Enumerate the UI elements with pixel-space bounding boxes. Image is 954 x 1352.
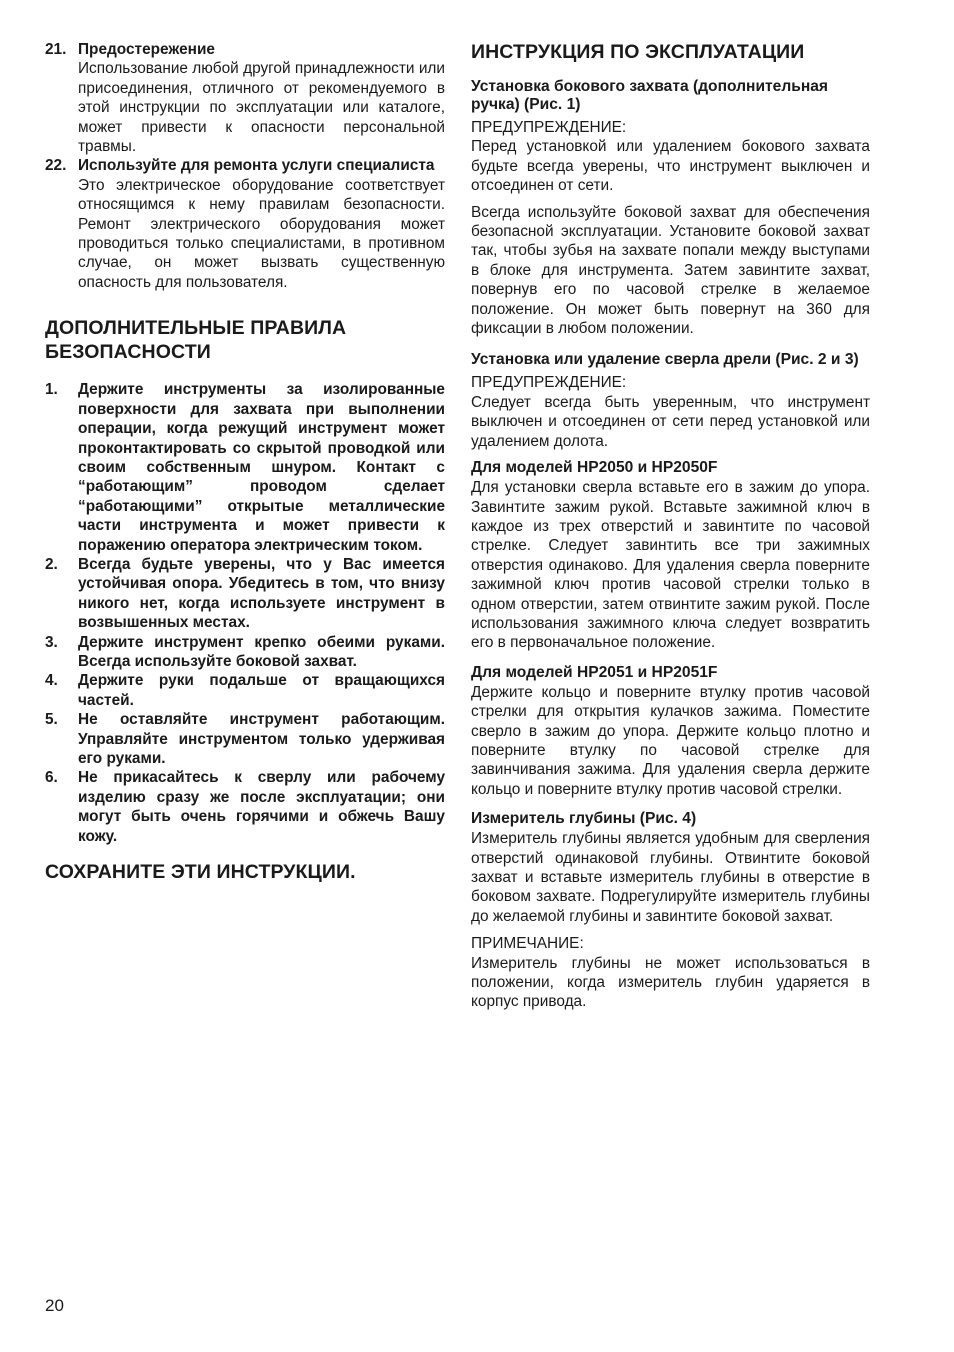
page-number: 20 [45,1296,64,1315]
subsection-title-depth-gauge: Измеритель глубины (Рис. 4) [471,810,697,828]
right-column [471,40,870,1012]
item-text: Использование любой другой принадлежности или присоединения, отличного от рекомендуемого в этой инструкции по эксплуатации или каталоге, может привести к опасности персональной травмы. [78,60,445,156]
item-number: 21. [45,41,67,58]
item-text: Не прикасайтесь к сверлу или рабочему изделию сразу же после эксплуатации; они могут быть очень горячими и обжечь Вашу кожу. [78,769,445,845]
list-item [45,555,445,633]
item-text: Это электрическое оборудование соответствует относящимся к нему правилам безопасности. Ремонт электрического оборудования может проводиться только специалистами, в противном случае, он может вызвать существенную опасность для пользователя. [78,176,445,291]
paragraph-text: Измеритель глубины является удобным для сверления отверстий одинаковой глубины. Отвинтите боковой захват и вставьте измеритель глубины в отверстие в боковом захвате. Подрегулируйте измеритель глубины до желаемой глубины и завинтите боковой захват. [471,830,870,925]
warning-text: Перед установкой или удалением бокового захвата будьте всегда уверены, что инструмент выключен и отсоединен от сети. [471,138,870,195]
list-item [45,710,445,768]
section-heading-operation: ИНСТРУКЦИЯ ПО ЭКСПЛУАТАЦИИ [471,41,805,63]
warning-label: ПРЕДУПРЕЖДЕНИЕ: [471,119,627,136]
left-column [45,40,445,884]
subsection-title-models-2051: Для моделей HP2051 и HP2051F [471,663,718,681]
note-text: Измеритель глубины не может использоваться в положении, когда измеритель глубин ударяется в корпус привода. [471,954,870,1011]
item-number: 5. [45,711,58,729]
note-label: ПРИМЕЧАНИЕ: [471,935,584,953]
item-text: Держите инструменты за изолированные поверхности для захвата при выполнении операции, когда режущий инструмент может проконтактировать со скрытой проводкой или своим собственным шнуром. Контакт с “работающим” проводом сделает “работающими” открытые металлические части инструмента и может привести к поражению оператора электрическим током. [78,381,445,554]
item-number: 2. [45,555,58,573]
item-number: 1. [45,381,58,399]
subsection-title-drill-bit: Установка или удаление сверла дрели (Рис. 2 и 3) [471,351,859,369]
item-22 [45,156,445,292]
item-number: 4. [45,672,58,690]
item-title: Используйте для ремонта услуги специалиста [78,157,435,175]
list-item [45,633,445,672]
item-text: Держите инструмент крепко обеими руками. Всегда используйте боковой захват. [78,633,445,670]
section-heading-save-instructions: СОХРАНИТЕ ЭТИ ИНСТРУКЦИИ. [45,861,356,884]
section-heading-additional-rules: ДОПОЛНИТЕЛЬНЫЕ ПРАВИЛА БЕЗОПАСНОСТИ [45,317,347,364]
item-21 [45,40,445,156]
warning-label: ПРЕДУПРЕЖДЕНИЕ: [471,374,627,392]
item-number: 6. [45,769,58,787]
safety-rules-list [45,380,445,846]
item-text: Не оставляйте инструмент работающим. Управляйте инструментом только удерживая его руками. [78,711,445,767]
warning-text: Следует всегда быть уверенным, что инструмент выключен и отсоединен от сети перед установкой или удалением долота. [471,393,870,450]
paragraph-text: Всегда используйте боковой захват для обеспечения безопасной эксплуатации. Установите боковой захват так, чтобы зубья на захвате попали между выступами в блоке для инструмента. Затем завинтите захват, повернув его по часовой стрелке в желаемое положение. Он может быть повернут на 360 для фиксации в любом положении. [471,203,870,338]
item-title: Предостережение [78,41,215,58]
item-number: 22. [45,157,67,175]
paragraph-text: Держите кольцо и поверните втулку против часовой стрелки для открытия кулачков зажима. Поместите сверло в зажим до упора. Держите кольцо плотно и поверните втулку по часовой стрелке для завинчивания зажима. Для удаления сверла держите кольцо и поверните втулку против часовой стрелки. [471,683,870,798]
subsection-title-models-2050: Для моделей HP2050 и HP2050F [471,459,718,477]
subsection-title-side-grip: Установка бокового захвата (дополнительная ручка) (Рис. 1) [471,78,829,113]
list-item [45,671,445,710]
list-item [45,768,445,846]
item-text: Держите руки подальше от вращающихся частей. [78,672,445,709]
paragraph-text: Для установки сверла вставьте его в зажим до упора. Завинтите зажим рукой. Вставьте зажимной ключ в каждое из трех отверстий и завинтите по часовой стрелке. Следует завинтить все три зажимных отверстия одинаково. Для удаления сверла поверните зажимной ключ против часовой стрелки только в одном отверстии, затем отвинтите зажим рукой. После использования зажимного ключа следует возвратить его в первоначальное положение. [471,479,870,652]
item-text: Всегда будьте уверены, что у Вас имеется устойчивая опора. Убедитесь в том, что внизу никого нет, когда используете инструмент в возвышенных местах. [78,555,445,632]
item-number: 3. [45,633,58,651]
list-item [45,380,445,555]
